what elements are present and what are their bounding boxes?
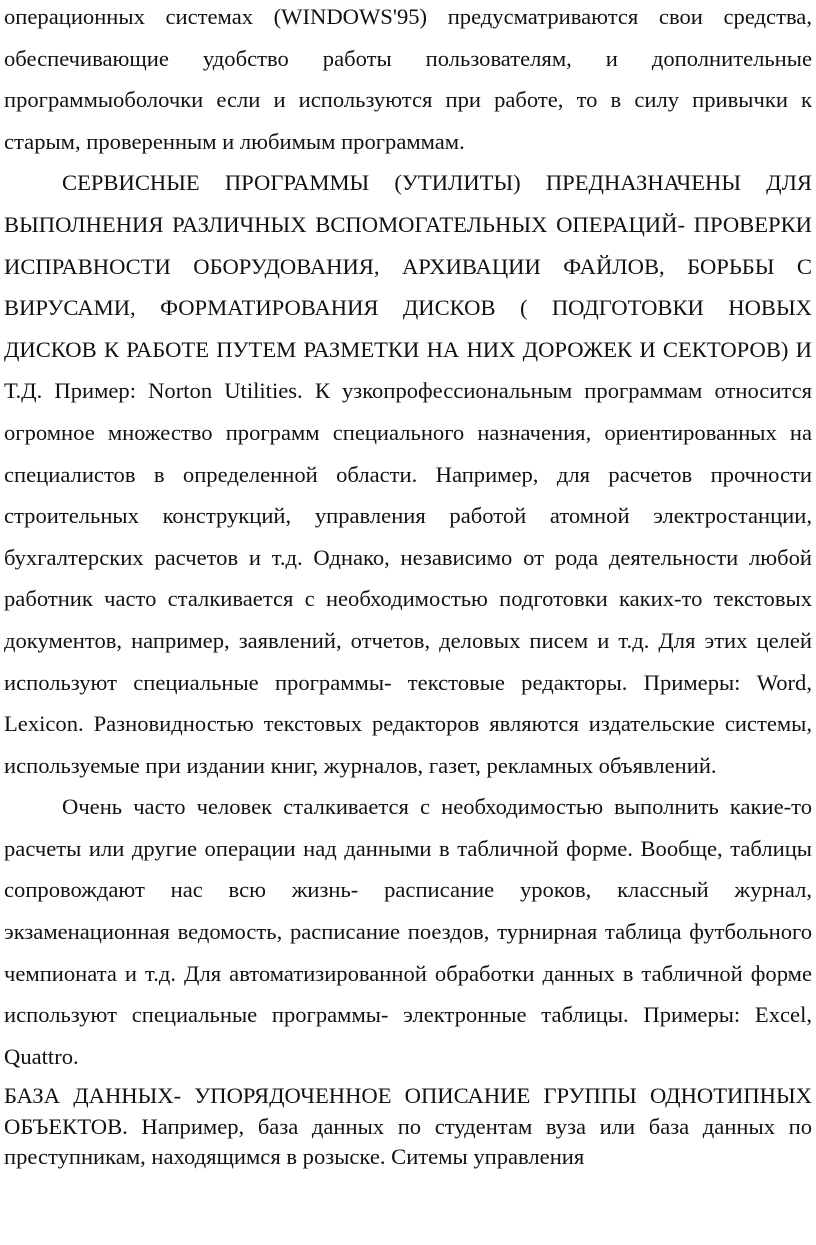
paragraph-service-programs: СЕРВИСНЫЕ ПРОГРАММЫ (УТИЛИТЫ) ПРЕДНАЗНАЧЕНЫ ДЛЯ ВЫПОЛНЕНИЯ РАЗЛИЧНЫХ ВСПОМОГАТЕЛЬНЫХ ОПЕРАЦИЙ- ПРОВЕРКИ ИСПРАВНОСТИ ОБОРУДОВАНИЯ, АРХИВАЦИИ ФАЙЛОВ, БОРЬБЫ С ВИРУСАМИ, ФОРМАТИРОВАНИЯ ДИСКОВ ( ПОДГОТОВКИ НОВЫХ ДИСКОВ К РАБОТЕ ПУТЕМ РАЗМЕТКИ НА НИХ ДОРОЖЕК И СЕКТОРОВ) И Т.Д. Пример: Norton Utilities. К узкопрофессиональным программам относится огромное множество программ специального назначения, ориентированных на специалистов в определенной области. Например, для расчетов прочности строительных конструкций, управления работой атомной электростанции, бухгалтерских расчетов и т.д. Однако, независимо от рода деятельности любой работник часто сталкивается с необходимостью подготовки каких-то текстовых документов, например, заявлений, отчетов, деловых писем и т.д. Для этих целей используют специальные программы- текстовые редакторы. Примеры: Word, Lexicon. Разновидностью текстовых редакторов являются издательские системы, используемые при издании книг, журналов, газет, рекламных объявлений.	[4, 170, 812, 778]
paragraph-databases: БАЗА ДАННЫХ- УПОРЯДОЧЕННОЕ ОПИСАНИЕ ГРУППЫ ОДНОТИПНЫХ ОБЪЕКТОВ. Например, база данных по студентам вуза или база данных по преступникам, находящимся в розыске. Ситемы управления	[4, 1083, 812, 1170]
paragraph-operating-systems: операционных системах (WINDOWS'95) предусматриваются свои средства, обеспечивающие удобство работы пользователям, и дополнительные программыоболочки если и используются при работе, то в силу привычки к старым, проверенным и любимым программам.	[4, 4, 812, 154]
paragraph-spreadsheets: Очень часто человек сталкивается с необходимостью выполнить какие-то расчеты или другие операции над данными в табличной форме. Вообще, таблицы сопровождают нас всю жизнь- расписание уроков, классный журнал, экзаменационная ведомость, расписание поездов, турнирная таблица футбольного чемпионата и т.д. Для автоматизированной обработки данных в табличной форме используют специальные программы- электронные таблицы. Примеры: Excel, Quattro.	[4, 794, 812, 1069]
